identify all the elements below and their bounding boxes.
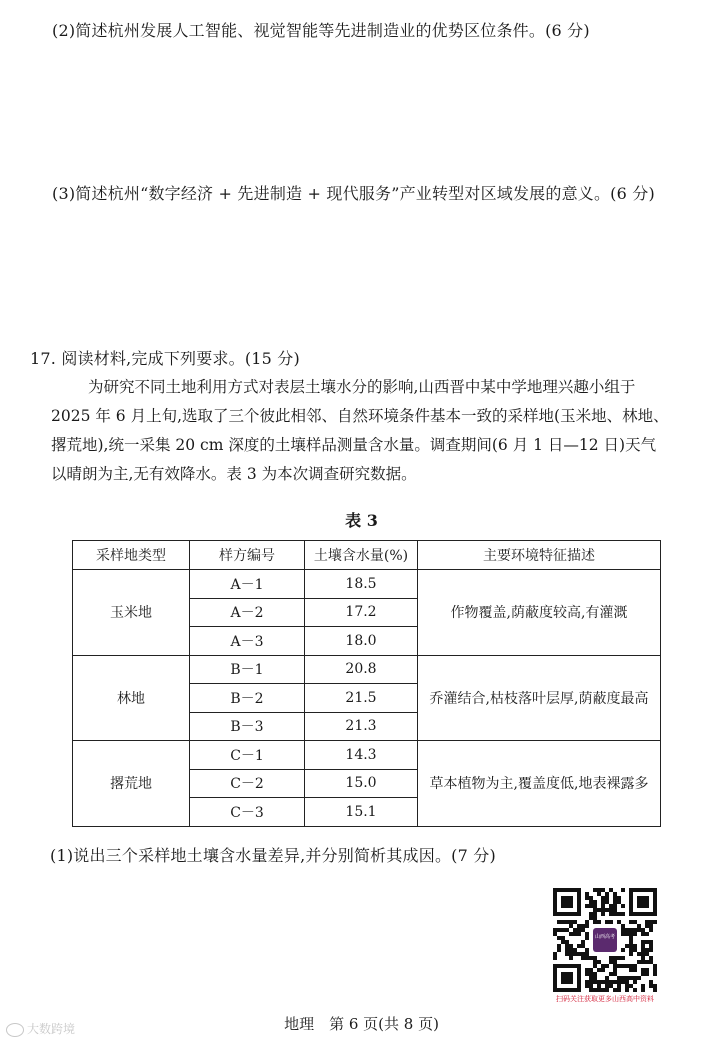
moisture-cell: 18.0 [305, 627, 418, 656]
qr-module [633, 920, 637, 924]
qr-module [613, 896, 617, 900]
qr-module [641, 948, 645, 952]
qr-module [609, 972, 613, 976]
qr-module [641, 940, 645, 944]
qr-module [633, 968, 637, 972]
qr-module [585, 892, 589, 896]
qr-module [629, 984, 633, 988]
qr-module [625, 932, 629, 936]
qr-module [561, 920, 565, 924]
qr-module [645, 968, 649, 972]
qr-module [613, 980, 617, 984]
qr-module [597, 892, 601, 896]
qr-module [629, 952, 633, 956]
table-header-cell: 采样地类型 [73, 541, 190, 570]
qr-module [629, 948, 633, 952]
qr-module [617, 896, 621, 900]
qr-module [597, 960, 601, 964]
sample-id-cell: B－2 [190, 684, 305, 713]
qr-module [641, 972, 645, 976]
qr-module [613, 988, 617, 992]
qr-module [573, 920, 577, 924]
qr-module [621, 928, 625, 932]
sample-id-cell: C－3 [190, 798, 305, 827]
qr-module [585, 984, 589, 988]
qr-center-label: 山西高考 [594, 934, 616, 940]
qr-module [597, 920, 601, 924]
qr-module [589, 972, 593, 976]
qr-module [593, 904, 597, 908]
qr-module [621, 904, 625, 908]
qr-module [593, 916, 597, 920]
qr-module [653, 920, 657, 924]
qr-module [633, 976, 637, 980]
qr-module [597, 980, 601, 984]
qr-module [649, 940, 653, 944]
qr-module [645, 924, 649, 928]
qr-module [565, 928, 569, 932]
qr-module [569, 924, 573, 928]
qr-module [585, 932, 589, 936]
qr-module [577, 924, 581, 928]
sample-id-cell: C－2 [190, 769, 305, 798]
moisture-cell: 20.8 [305, 655, 418, 684]
qr-module [617, 900, 621, 904]
qr-module [633, 948, 637, 952]
qr-module [641, 988, 645, 992]
qr-module [621, 932, 625, 936]
qr-module [573, 932, 577, 936]
qr-module [561, 928, 565, 932]
qr-module [605, 976, 609, 980]
qr-module [589, 980, 593, 984]
qr-module [581, 924, 585, 928]
qr-module [617, 984, 621, 988]
qr-module [573, 952, 577, 956]
qr-module [597, 888, 601, 892]
qr-module [633, 988, 637, 992]
qr-module [581, 956, 585, 960]
qr-module [593, 920, 597, 924]
qr-module [557, 928, 561, 932]
moisture-cell: 18.5 [305, 570, 418, 599]
moisture-cell: 15.0 [305, 769, 418, 798]
qr-module [553, 932, 557, 936]
qr-module [585, 968, 589, 972]
qr-module [649, 948, 653, 952]
qr-module [649, 920, 653, 924]
qr-module [577, 932, 581, 936]
qr-module [589, 912, 593, 916]
qr-module [649, 984, 653, 988]
sample-id-cell: A－2 [190, 598, 305, 627]
qr-module [613, 904, 617, 908]
watermark-logo-icon [6, 1023, 24, 1037]
qr-module [629, 936, 633, 940]
qr-module [625, 928, 629, 932]
moisture-cell: 14.3 [305, 741, 418, 770]
description-cell: 乔灌结合,枯枝落叶层厚,荫蔽度最高 [418, 655, 661, 741]
qr-module [625, 944, 629, 948]
qr-module [641, 944, 645, 948]
qr-module [569, 952, 573, 956]
sample-id-cell: A－3 [190, 627, 305, 656]
qr-module [557, 948, 561, 952]
qr-module [649, 944, 653, 948]
qr-module [601, 968, 605, 972]
material-line: 以晴朗为主,无有效降水。表 3 为本次调查研究数据。 [51, 465, 417, 483]
qr-module [629, 920, 633, 924]
qr-module [609, 920, 613, 924]
qr-module [605, 908, 609, 912]
qr-module [621, 964, 625, 968]
qr-module [641, 928, 645, 932]
qr-module [597, 908, 601, 912]
qr-module [653, 984, 657, 988]
qr-module [553, 952, 557, 956]
qr-module [621, 980, 625, 984]
qr-module [609, 888, 613, 892]
moisture-cell: 15.1 [305, 798, 418, 827]
qr-module [581, 940, 585, 944]
qr-module [645, 920, 649, 924]
qr-module [633, 932, 637, 936]
qr-module [625, 988, 629, 992]
question-17-title: 17. 阅读材料,完成下列要求。(15 分) [30, 349, 300, 368]
qr-module [553, 928, 557, 932]
qr-module [629, 968, 633, 972]
qr-module [617, 964, 621, 968]
description-cell: 作物覆盖,荫蔽度较高,有灌溉 [418, 570, 661, 656]
table-caption: 表 3 [345, 511, 378, 530]
qr-module [649, 980, 653, 984]
watermark [6, 1020, 75, 1037]
qr-module [557, 944, 561, 948]
site-type-cell: 玉米地 [73, 570, 190, 656]
material-line: 2025 年 6 月上旬,选取了三个彼此相邻、自然环境条件基本一致的采样地(玉米地、林地、 [51, 407, 669, 425]
qr-module [593, 960, 597, 964]
description-cell: 草本植物为主,覆盖度低,地表裸露多 [418, 741, 661, 827]
qr-module [605, 900, 609, 904]
qr-module [609, 960, 613, 964]
qr-module [641, 956, 645, 960]
qr-module [589, 896, 593, 900]
qr-module [617, 988, 621, 992]
qr-module [621, 956, 625, 960]
qr-module [653, 964, 657, 968]
table-row [73, 655, 661, 684]
qr-module [601, 900, 605, 904]
table-row [73, 741, 661, 770]
qr-module [617, 980, 621, 984]
moisture-cell: 17.2 [305, 598, 418, 627]
qr-module [605, 984, 609, 988]
qr-module [621, 912, 625, 916]
qr-module [593, 964, 597, 968]
qr-module [617, 912, 621, 916]
qr-module [613, 964, 617, 968]
qr-module [629, 928, 633, 932]
qr-module [625, 984, 629, 988]
qr-module [565, 944, 569, 948]
qr-module [633, 980, 637, 984]
qr-module [601, 964, 605, 968]
qr-module [605, 964, 609, 968]
qr-module [565, 948, 569, 952]
qr-module [561, 940, 565, 944]
qr-module [601, 912, 605, 916]
qr-module [601, 904, 605, 908]
qr-module [625, 976, 629, 980]
qr-module [593, 956, 597, 960]
qr-module [613, 956, 617, 960]
qr-module [593, 976, 597, 980]
qr-module [589, 984, 593, 988]
qr-module [613, 892, 617, 896]
qr-module [593, 912, 597, 916]
qr-module [601, 980, 605, 984]
qr-caption: 扫码关注获取更多山西高中资料 [556, 995, 654, 1003]
qr-module [645, 960, 649, 964]
qr-module [633, 964, 637, 968]
qr-module [649, 924, 653, 928]
qr-module [569, 948, 573, 952]
qr-module [585, 896, 589, 900]
qr-module [645, 940, 649, 944]
qr-module [609, 908, 613, 912]
qr-module [637, 960, 641, 964]
qr-module [641, 984, 645, 988]
sample-id-cell: C－1 [190, 741, 305, 770]
qr-module [653, 968, 657, 972]
qr-module [557, 920, 561, 924]
qr-module [609, 956, 613, 960]
site-type-cell: 撂荒地 [73, 741, 190, 827]
qr-module [645, 952, 649, 956]
qr-module [601, 888, 605, 892]
qr-module [569, 932, 573, 936]
qr-module [581, 952, 585, 956]
moisture-cell: 21.5 [305, 684, 418, 713]
qr-module [573, 928, 577, 932]
qr-module [557, 936, 561, 940]
qr-module [609, 904, 613, 908]
qr-module [629, 932, 633, 936]
qr-module [601, 988, 605, 992]
qr-module [589, 956, 593, 960]
qr-module [621, 948, 625, 952]
site-type-cell: 林地 [73, 655, 190, 741]
sample-id-cell: B－1 [190, 655, 305, 684]
qr-module [585, 936, 589, 940]
moisture-cell: 21.3 [305, 712, 418, 741]
qr-module [577, 952, 581, 956]
qr-module [629, 944, 633, 948]
qr-module [565, 920, 569, 924]
qr-module [613, 968, 617, 972]
qr-module [561, 936, 565, 940]
table-header-row [73, 541, 661, 570]
material-line: 撂荒地),统一采集 20 cm 深度的土壤样品测量含水量。调查期间(6 月 1 日—12 日)天气 [51, 436, 657, 454]
qr-module [613, 900, 617, 904]
qr-module [589, 968, 593, 972]
qr-module [585, 972, 589, 976]
qr-module [617, 976, 621, 980]
table-header-cell: 主要环境特征描述 [418, 541, 661, 570]
qr-module [605, 988, 609, 992]
qr-module [597, 968, 601, 972]
table-row [73, 570, 661, 599]
qr-module [637, 928, 641, 932]
qr-module [633, 928, 637, 932]
qr-module [593, 888, 597, 892]
qr-module [565, 940, 569, 944]
qr-module [585, 952, 589, 956]
qr-module [581, 944, 585, 948]
question-17-1: (1)说出三个采样地土壤含水量差异,并分别简析其成因。(7 分) [50, 846, 496, 865]
question-17-material [51, 373, 691, 489]
sample-id-cell: B－3 [190, 712, 305, 741]
qr-module [641, 952, 645, 956]
qr-module [593, 908, 597, 912]
table-header-cell: 土壤含水量(%) [305, 541, 418, 570]
material-line: 为研究不同土地利用方式对表层土壤水分的影响,山西晋中某中学地理兴趣小组于 [88, 378, 636, 396]
qr-module [641, 968, 645, 972]
qr-module [653, 972, 657, 976]
qr-module [585, 948, 589, 952]
qr-module [609, 980, 613, 984]
qr-module [613, 912, 617, 916]
qr-module [621, 888, 625, 892]
qr-module [585, 924, 589, 928]
qr-module [605, 892, 609, 896]
qr-module [593, 980, 597, 984]
qr-module [613, 972, 617, 976]
question-16-3: (3)简述杭州“数字经济 + 先进制造 + 现代服务”产业转型对区域发展的意义。(6 分) [52, 184, 655, 203]
qr-module [649, 960, 653, 964]
qr-module [605, 920, 609, 924]
qr-module [645, 948, 649, 952]
qr-module [597, 988, 601, 992]
qr-module [653, 988, 657, 992]
qr-module [625, 980, 629, 984]
table-header-cell: 样方编号 [190, 541, 305, 570]
qr-module [601, 896, 605, 900]
page-footer: 地理 第 6 页(共 8 页) [284, 1015, 439, 1033]
qr-module [577, 928, 581, 932]
qr-module [593, 988, 597, 992]
qr-module [645, 972, 649, 976]
qr-module [569, 944, 573, 948]
sample-id-cell: A－1 [190, 570, 305, 599]
qr-module [593, 900, 597, 904]
watermark-text: 大数跨境 [27, 1022, 76, 1036]
qr-module [637, 952, 641, 956]
qr-module [637, 976, 641, 980]
qr-module [577, 944, 581, 948]
qr-module [649, 928, 653, 932]
qr-module [637, 924, 641, 928]
qr-module [629, 964, 633, 968]
qr-module [569, 956, 573, 960]
qr-module [589, 904, 593, 908]
qr-module [649, 956, 653, 960]
qr-module [645, 932, 649, 936]
qr-module [585, 956, 589, 960]
qr-module [621, 976, 625, 980]
qr-module [633, 944, 637, 948]
qr-module [605, 980, 609, 984]
qr-module [609, 984, 613, 988]
qr-center-logo [593, 928, 617, 952]
qr-module [625, 964, 629, 968]
qr-module [589, 900, 593, 904]
qr-module [553, 956, 557, 960]
qr-module [565, 952, 569, 956]
qr-module [617, 920, 621, 924]
qr-module [641, 932, 645, 936]
qr-module [589, 976, 593, 980]
qr-module [613, 960, 617, 964]
question-16-2: (2)简述杭州发展人工智能、视觉智能等先进制造业的优势区位条件。(6 分) [52, 21, 590, 40]
qr-module [573, 948, 577, 952]
qr-module [609, 912, 613, 916]
qr-module [617, 956, 621, 960]
qr-module [589, 916, 593, 920]
qr-module [641, 960, 645, 964]
qr-module [569, 920, 573, 924]
qr-module [585, 920, 589, 924]
qr-module [597, 984, 601, 988]
qr-module [589, 988, 593, 992]
qr-module [581, 928, 585, 932]
qr-module [601, 908, 605, 912]
qr-module [593, 972, 597, 976]
qr-code[interactable] [553, 888, 657, 992]
data-table [72, 540, 661, 827]
qr-module [585, 980, 589, 984]
qr-module [629, 976, 633, 980]
qr-module [585, 904, 589, 908]
qr-module [613, 908, 617, 912]
qr-module [621, 924, 625, 928]
qr-module [629, 940, 633, 944]
qr-module [605, 896, 609, 900]
